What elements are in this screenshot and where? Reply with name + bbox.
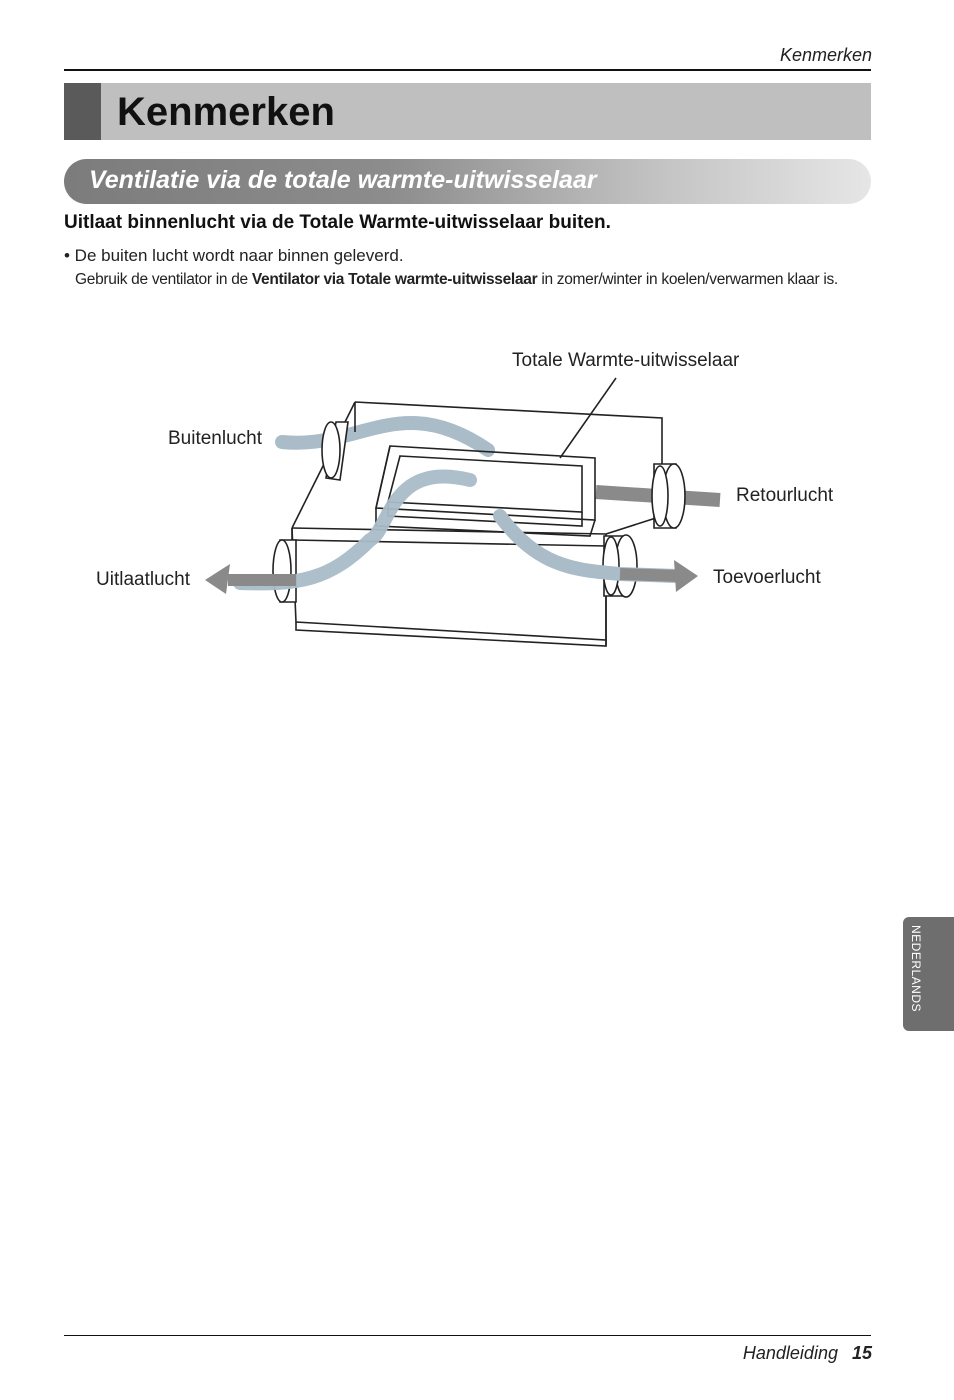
note-prefix: Gebruik de ventilator in de	[75, 271, 252, 288]
running-header: Kenmerken	[779, 45, 872, 65]
section-header	[64, 159, 871, 204]
unit-housing	[292, 378, 662, 646]
ventilation-diagram	[0, 330, 954, 660]
footer-rule	[64, 1335, 871, 1336]
page-number: 15	[851, 1343, 872, 1363]
footer	[743, 1343, 872, 1364]
header-rule	[64, 69, 871, 71]
title-band	[64, 83, 871, 140]
page-title: Kenmerken	[117, 90, 335, 134]
label-exhaust-air: Uitlaatlucht	[96, 569, 190, 590]
exhaust-arrowhead	[205, 564, 230, 594]
supply-arrowhead	[674, 560, 698, 592]
section-title: Ventilatie via de totale warmte-uitwisselaar	[89, 166, 597, 194]
subheading: Uitlaat binnenlucht via de Totale Warmte-uitwisselaar buiten.	[64, 212, 611, 233]
label-outside-air: Buitenlucht	[168, 428, 263, 449]
bullet-text: • De buiten lucht wordt naar binnen geleverd.	[64, 246, 404, 265]
language-tab	[903, 917, 954, 1031]
supply-air-arrow	[620, 574, 680, 576]
note-bold: Ventilator via Totale warmte-uitwisselaar	[251, 271, 538, 288]
label-return-air: Retourlucht	[736, 485, 834, 506]
label-exchanger: Totale Warmte-uitwisselaar	[512, 350, 740, 371]
title-accent	[64, 83, 101, 140]
label-supply-air: Toevoerlucht	[713, 567, 821, 588]
note-text	[75, 271, 838, 289]
footer-manual: Handleiding	[742, 1343, 838, 1363]
language-label: NEDERLANDS	[909, 925, 923, 1013]
outside-air-stream-back	[282, 423, 488, 450]
note-suffix: in zomer/winter in koelen/verwarmen klaar is.	[537, 271, 838, 288]
